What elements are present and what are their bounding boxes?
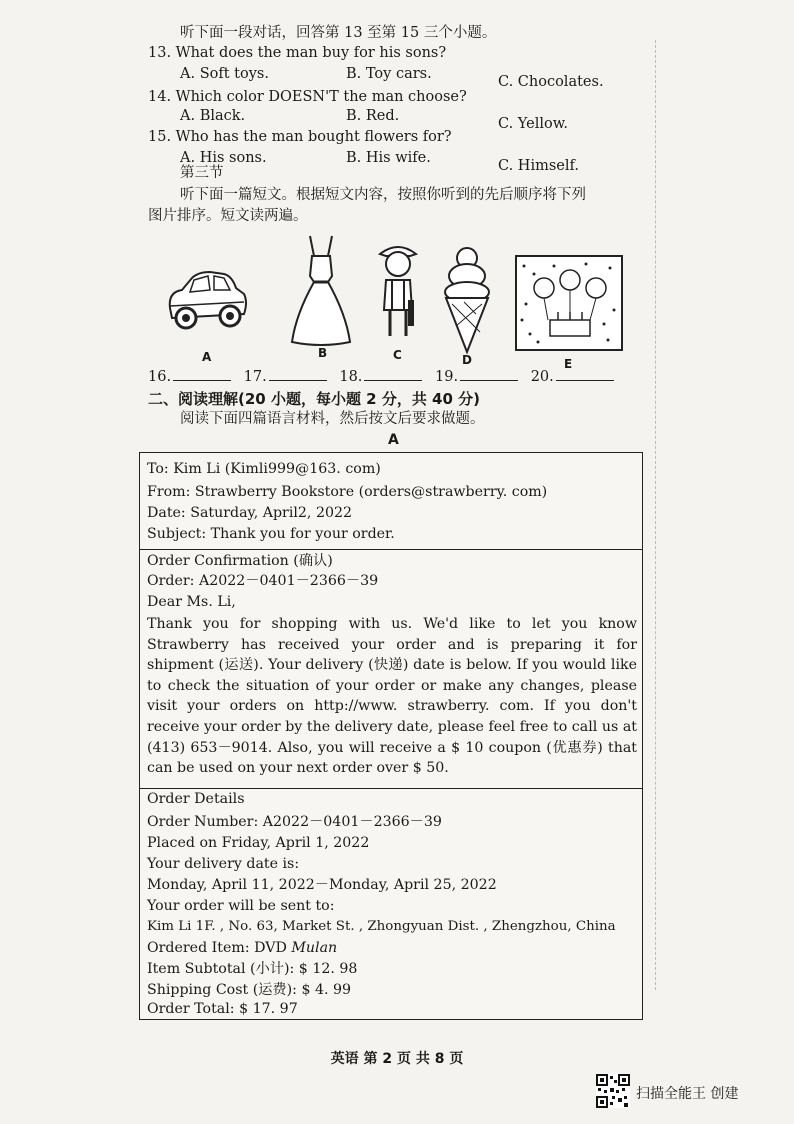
placed-date: Placed on Friday, April 1, 2022 xyxy=(147,835,370,851)
q15-option-b: B. His wife. xyxy=(346,150,431,166)
delivery-label: Your delivery date is: xyxy=(147,856,300,872)
email-body: Thank you for shopping with us. We'd like to let you know Strawberry has received your order and is preparing it for shipment (运送). Your delivery (快递) date is below. If you would like to check the situation of your order or make any changes, please visit your orders on http://www. strawberry. com. If you don't receive your order by the delivery date, please feel free to call us at (413) 653－9014. Also, you will receive a $ 10 coupon (优惠券) that can be used on your next order over $ 50. xyxy=(147,616,637,777)
page-footer: 英语 第 2 页 共 8 页 xyxy=(330,1051,464,1067)
details-order-number: Order Number: A2022－0401－2366－39 xyxy=(147,814,442,830)
blank-19-label: 19. xyxy=(435,369,459,385)
instruction-13-15: 听下面一段对话，回答第 13 至第 15 三个小题。 xyxy=(180,25,497,41)
order-number: Order: A2022－0401－2366－39 xyxy=(147,573,379,589)
reading-section-title: 二、阅读理解(20 小题，每小题 2 分，共 40 分) xyxy=(148,390,481,408)
email-box xyxy=(139,452,643,1020)
picture-label-a: A xyxy=(202,350,212,364)
blank-17-label: 17. xyxy=(243,369,267,385)
question-14: 14. Which color DOESN'T the man choose? xyxy=(148,89,467,105)
blank-18[interactable] xyxy=(364,366,422,381)
blank-20-label: 20. xyxy=(530,369,554,385)
question-15: 15. Who has the man bought flowers for? xyxy=(148,129,452,145)
order-total: Order Total: $ 17. 97 xyxy=(147,1001,298,1017)
item-subtotal: Item Subtotal (小计): $ 12. 98 xyxy=(147,961,358,977)
email-from: From: Strawberry Bookstore (orders@strawberry. com) xyxy=(147,484,548,500)
blank-16-label: 16. xyxy=(148,369,172,385)
blank-20[interactable] xyxy=(556,366,614,381)
ordered-item-title: Mulan xyxy=(291,940,338,956)
divider xyxy=(140,549,642,550)
part3-instruction-2: 图片排序。短文读两遍。 xyxy=(148,208,308,224)
q14-option-b: B. Red. xyxy=(346,108,400,124)
part3-title: 第三节 xyxy=(180,165,224,181)
ice-cream-icon xyxy=(440,244,494,354)
scanner-watermark xyxy=(596,1074,738,1112)
greeting: Dear Ms. Li, xyxy=(147,594,236,610)
q15-option-a: A. His sons. xyxy=(180,150,267,166)
passage-label: A xyxy=(388,432,399,448)
ordered-item-label: Ordered Item: DVD xyxy=(147,940,292,956)
q13-option-a: A. Soft toys. xyxy=(180,66,269,82)
ordered-item xyxy=(147,938,337,958)
picture-label-e: E xyxy=(564,357,573,371)
margin-line xyxy=(655,40,656,990)
email-date: Date: Saturday, April2, 2022 xyxy=(147,505,353,521)
delivery-dates: Monday, April 11, 2022－Monday, April 25, 2022 xyxy=(147,877,497,893)
watermark-text: 扫描全能王 创建 xyxy=(636,1086,739,1102)
blank-17[interactable] xyxy=(269,366,327,381)
question-13: 13. What does the man buy for his sons? xyxy=(148,45,447,61)
q14-option-a: A. Black. xyxy=(180,108,246,124)
blank-16[interactable] xyxy=(173,366,231,381)
sent-to-label: Your order will be sent to: xyxy=(147,898,335,914)
blank-18-label: 18. xyxy=(339,369,363,385)
dress-icon xyxy=(288,234,354,346)
shipping-cost: Shipping Cost (运费): $ 4. 99 xyxy=(147,982,352,998)
details-title: Order Details xyxy=(147,791,245,807)
blank-19[interactable] xyxy=(460,366,518,381)
q13-option-c: C. Chocolates. xyxy=(498,74,604,90)
boy-icon xyxy=(370,240,426,344)
email-to: To: Kim Li (Kimli999@163. com) xyxy=(147,461,381,477)
reading-instruction: 阅读下面四篇语言材料，然后按文后要求做题。 xyxy=(180,411,485,427)
picture-label-d: D xyxy=(462,353,472,367)
picture-label-b: B xyxy=(318,346,328,360)
q13-option-b: B. Toy cars. xyxy=(346,66,432,82)
answer-blanks xyxy=(148,366,622,385)
birthday-party-icon xyxy=(514,254,624,352)
q14-option-c: C. Yellow. xyxy=(498,116,568,132)
confirmation-title: Order Confirmation (确认) xyxy=(147,553,333,569)
email-subject: Subject: Thank you for your order. xyxy=(147,526,395,542)
picture-label-c: C xyxy=(393,348,402,362)
q15-option-c: C. Himself. xyxy=(498,158,579,174)
qr-code-icon xyxy=(596,1074,630,1112)
part3-instruction-1: 听下面一篇短文。根据短文内容，按照你听到的先后顺序将下列 xyxy=(180,187,586,203)
car-icon xyxy=(164,262,248,336)
address: Kim Li 1F. , No. 63, Market St. , Zhongyuan Dist. , Zhengzhou, China xyxy=(147,919,616,934)
